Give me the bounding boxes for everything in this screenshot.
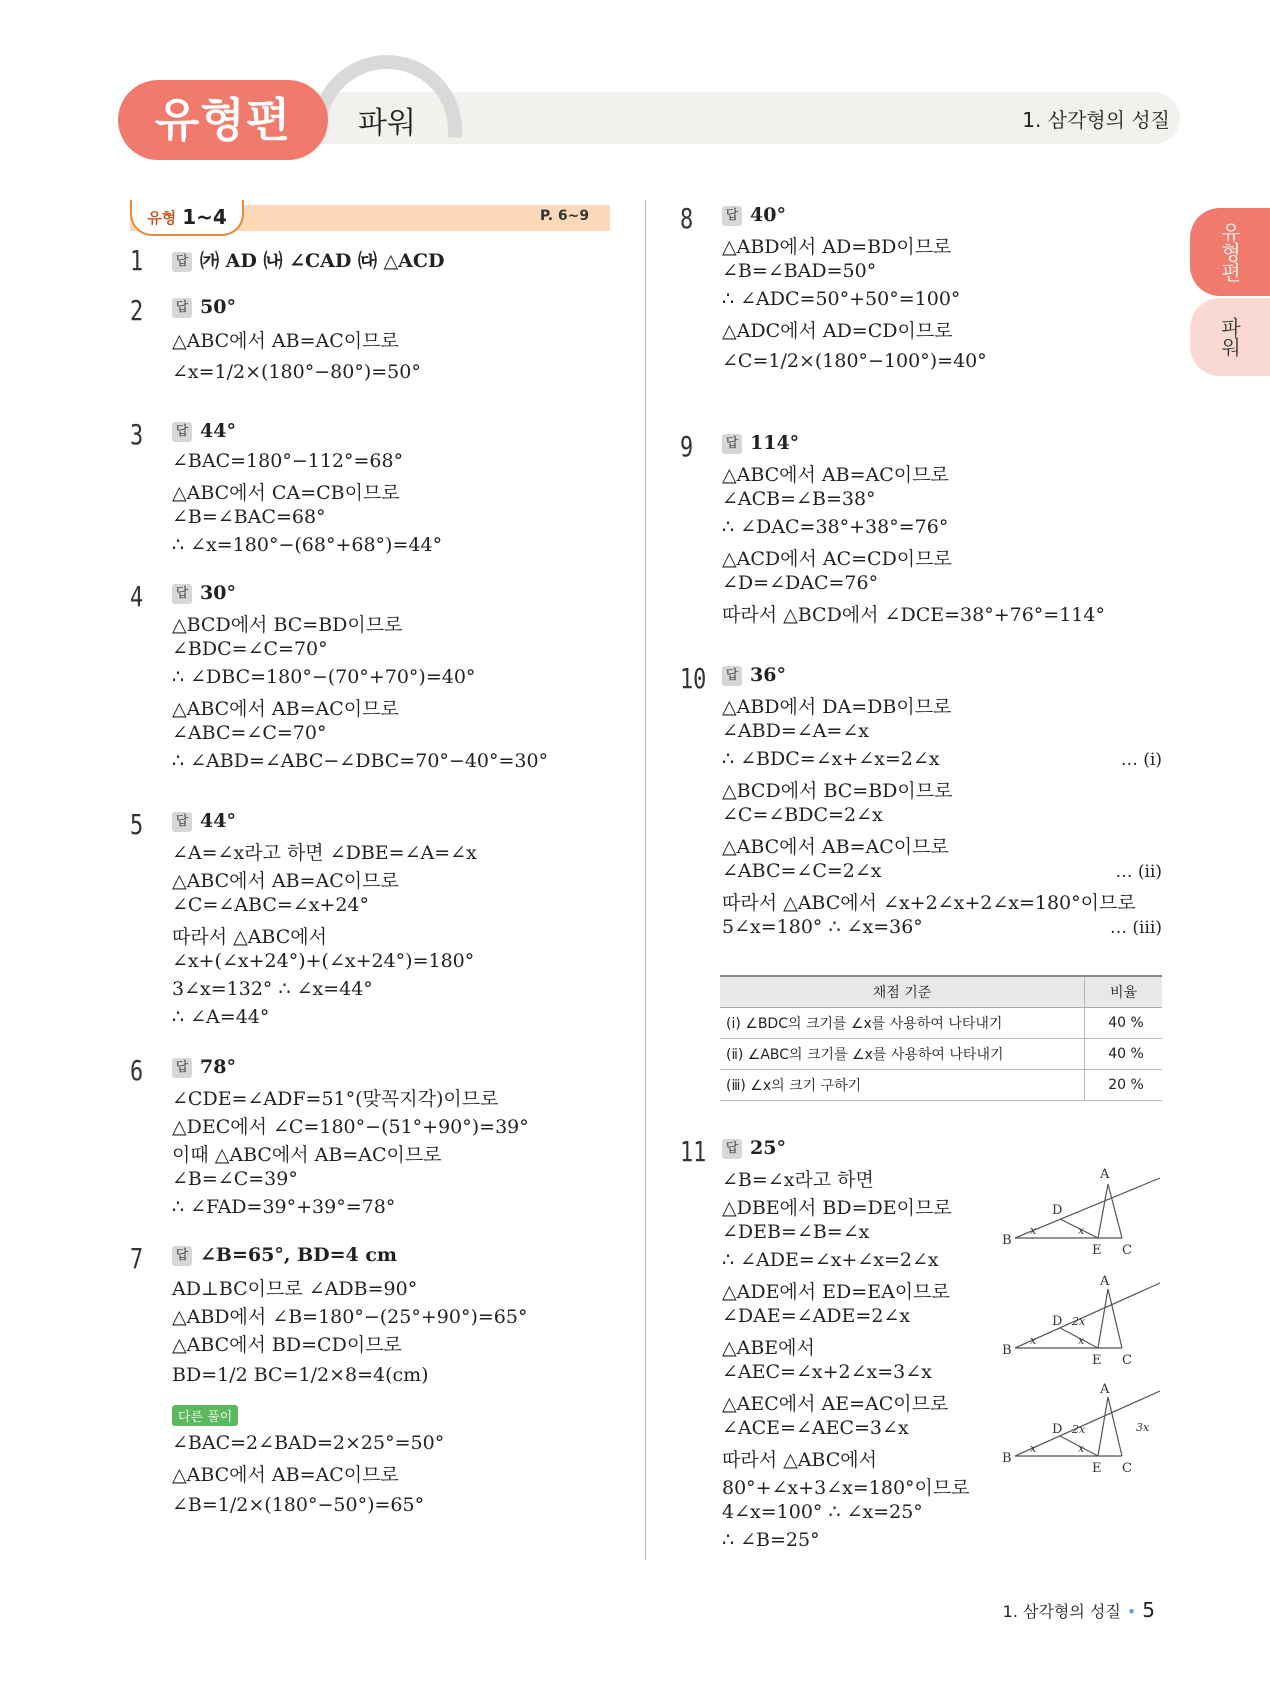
answer-text: ㈎ AD ㈏ ∠CAD ㈐ △ACD xyxy=(200,250,445,272)
type-label: 유형 xyxy=(147,208,177,227)
problem-number: 4 xyxy=(130,580,144,613)
label-2x: 2x xyxy=(1072,1423,1086,1436)
solution-line: ∠BDC=∠C=70° xyxy=(172,638,328,660)
answer-text: 40° xyxy=(750,204,786,226)
section-badge: 유형편 xyxy=(118,80,328,160)
scoring-criteria: (ⅲ) ∠x의 크기 구하기 xyxy=(720,1070,1085,1101)
solution-line: ∠B=∠BAD=50° xyxy=(722,260,877,282)
label-d: D xyxy=(1052,1203,1063,1218)
bullet-icon: • xyxy=(1126,1602,1137,1621)
solution-line: △ABD에서 DA=DB이므로 xyxy=(722,696,952,718)
solution-line: ∠B=∠x라고 하면 xyxy=(722,1169,874,1191)
solution-line: 따라서 △ABC에서 xyxy=(722,1449,877,1471)
answer-line xyxy=(172,810,236,832)
solution-line: ∴ ∠FAD=39°+39°=78° xyxy=(172,1196,396,1218)
problem-number: 10 xyxy=(680,662,707,695)
problem-number: 11 xyxy=(680,1135,707,1168)
solution-line: △AEC에서 AE=AC이므로 xyxy=(722,1393,949,1415)
solution-line: ∠ABC=∠C=2∠x xyxy=(722,860,882,882)
solution-line: 3∠x=132° ∴ ∠x=44° xyxy=(172,978,373,1000)
answer-line xyxy=(172,296,236,318)
solution-line: ∠C=∠BDC=2∠x xyxy=(722,804,883,826)
solution-line: BD=1/2 BC=1/2×8=4(cm) xyxy=(172,1364,429,1386)
label-c: C xyxy=(1122,1353,1132,1368)
answer-mark: 답 xyxy=(172,1058,192,1078)
solution-line: ∠DEB=∠B=∠x xyxy=(722,1221,870,1243)
solution-line: ∠C=∠ABC=∠x+24° xyxy=(172,894,370,916)
answer-mark: 답 xyxy=(172,812,192,832)
side-tab-type[interactable]: 유형편 xyxy=(1190,208,1270,296)
solution-line: 80°+∠x+3∠x=180°이므로 xyxy=(722,1477,970,1499)
answer-mark: 답 xyxy=(722,1139,742,1159)
answer-line xyxy=(172,246,445,273)
solution-line: △BCD에서 BC=BD이므로 xyxy=(722,780,953,802)
solution-line: ∠AEC=∠x+2∠x=3∠x xyxy=(722,1361,932,1383)
step-tag-1: … (ⅰ) xyxy=(1120,750,1162,770)
scoring-criteria: (ⅰ) ∠BDC의 크기를 ∠x를 사용하여 나타내기 xyxy=(720,1008,1085,1039)
solution-line: ∠x+(∠x+24°)+(∠x+24°)=180° xyxy=(172,950,475,972)
type-tag xyxy=(130,200,244,236)
scoring-ratio: 40 % xyxy=(1085,1008,1163,1039)
solution-line: ∠x=1/2×(180°−80°)=50° xyxy=(172,361,421,383)
step-tag-2: … (ⅱ) xyxy=(1115,862,1162,882)
label-x: x xyxy=(1078,1442,1085,1455)
answer-mark: 답 xyxy=(172,584,192,604)
label-e: E xyxy=(1092,1243,1102,1258)
label-a: A xyxy=(1100,1382,1110,1397)
answer-mark: 답 xyxy=(722,666,742,686)
answer-mark: 답 xyxy=(172,1246,192,1266)
solution-line: ∠B=∠BAC=68° xyxy=(172,506,326,528)
problem-number: 8 xyxy=(680,202,694,235)
solution-line: ∠DAE=∠ADE=2∠x xyxy=(722,1305,911,1327)
label-d: D xyxy=(1052,1422,1063,1437)
column-divider xyxy=(645,200,646,1560)
answer-text: 78° xyxy=(200,1056,236,1078)
footer xyxy=(1003,1598,1155,1622)
alt-solution-line xyxy=(172,1404,238,1426)
problem-number: 1 xyxy=(130,244,144,277)
solution-line: △ABC에서 AB=AC이므로 xyxy=(172,870,399,892)
solution-line: △ABC에서 AB=AC이므로 xyxy=(722,464,949,486)
answer-line xyxy=(172,582,236,604)
answer-line xyxy=(172,420,236,442)
answer-mark: 답 xyxy=(722,206,742,226)
footer-chapter: 1. 삼각형의 성질 xyxy=(1002,1602,1121,1621)
answer-text: 25° xyxy=(750,1137,786,1159)
table-row xyxy=(720,1008,1162,1039)
solution-line: ∠ACB=∠B=38° xyxy=(722,488,876,510)
label-c: C xyxy=(1122,1461,1132,1476)
answer-text: 50° xyxy=(200,296,236,318)
solution-line: ∴ ∠DAC=38°+38°=76° xyxy=(722,516,949,538)
problem-number: 5 xyxy=(130,808,144,841)
solution-line: △DBE에서 BD=DE이므로 xyxy=(722,1197,952,1219)
solution-line: ∠CDE=∠ADF=51°(맞꼭지각)이므로 xyxy=(172,1088,499,1110)
answer-mark: 답 xyxy=(172,252,192,272)
label-a: A xyxy=(1100,1274,1110,1289)
answer-text: 36° xyxy=(750,664,786,686)
solution-line: △ABD에서 ∠B=180°−(25°+90°)=65° xyxy=(172,1306,528,1328)
answer-line xyxy=(172,1244,397,1266)
scoring-ratio: 40 % xyxy=(1085,1039,1163,1070)
step-tag-3: … (ⅲ) xyxy=(1110,918,1162,938)
solution-line: 이때 △ABC에서 AB=AC이므로 xyxy=(172,1144,442,1166)
scoring-criteria: (ⅱ) ∠ABC의 크기를 ∠x를 사용하여 나타내기 xyxy=(720,1039,1085,1070)
solution-line: ∴ ∠BDC=∠x+∠x=2∠x xyxy=(722,748,940,770)
solution-line: △ABC에서 BD=CD이므로 xyxy=(172,1334,402,1356)
section-subtitle: 파워 xyxy=(358,106,416,141)
solution-line: 따라서 △ABC에서 ∠x+2∠x+2∠x=180°이므로 xyxy=(722,892,1136,914)
label-b: B xyxy=(1002,1233,1012,1248)
solution-line: ∴ ∠ABD=∠ABC−∠DBC=70°−40°=30° xyxy=(172,750,549,772)
solution-line: ∴ ∠ADE=∠x+∠x=2∠x xyxy=(722,1249,939,1271)
solution-line: 따라서 △BCD에서 ∠DCE=38°+76°=114° xyxy=(722,604,1105,626)
answer-text: 44° xyxy=(200,810,236,832)
solution-line: ∴ ∠x=180°−(68°+68°)=44° xyxy=(172,534,443,556)
figure-3 xyxy=(1002,1382,1160,1476)
answer-text: ∠B=65°, BD=4 cm xyxy=(200,1244,398,1266)
figure-1 xyxy=(1002,1168,1160,1258)
label-x: x xyxy=(1078,1334,1085,1347)
solution-line: △ABC에서 CA=CB이므로 xyxy=(172,482,400,504)
problem-number: 9 xyxy=(680,430,694,463)
solution-line: △DEC에서 ∠C=180°−(51°+90°)=39° xyxy=(172,1116,529,1138)
label-c: C xyxy=(1122,1243,1132,1258)
answer-mark: 답 xyxy=(722,434,742,454)
answer-mark: 답 xyxy=(172,422,192,442)
solution-line: ∠D=∠DAC=76° xyxy=(722,572,879,594)
solution-line: 따라서 △ABC에서 xyxy=(172,926,327,948)
label-e: E xyxy=(1092,1461,1102,1476)
scoring-head-ratio: 비율 xyxy=(1085,976,1163,1008)
answer-text: 114° xyxy=(750,432,800,454)
problem-number: 6 xyxy=(130,1054,144,1087)
label-a: A xyxy=(1100,1168,1110,1182)
solution-line: ∴ ∠DBC=180°−(70°+70°)=40° xyxy=(172,666,476,688)
solution-line: ∠ABC=∠C=70° xyxy=(172,722,327,744)
solution-line: ∠BAC=2∠BAD=2×25°=50° xyxy=(172,1432,445,1454)
scoring-ratio: 20 % xyxy=(1085,1070,1163,1101)
page-number: 5 xyxy=(1142,1598,1155,1622)
solution-line: AD⊥BC이므로 ∠ADB=90° xyxy=(172,1278,418,1300)
solution-line: ∠A=∠x라고 하면 ∠DBE=∠A=∠x xyxy=(172,842,477,864)
problem-number: 3 xyxy=(130,418,144,451)
label-x: x xyxy=(1030,1442,1037,1455)
solution-line: 5∠x=180° ∴ ∠x=36° xyxy=(722,916,923,938)
table-row xyxy=(720,1039,1162,1070)
solution-line: △ABD에서 AD=BD이므로 xyxy=(722,236,952,258)
solution-line: ∠ACE=∠AEC=3∠x xyxy=(722,1417,909,1439)
figure-2 xyxy=(1002,1274,1160,1368)
answer-line xyxy=(722,664,786,686)
label-x: x xyxy=(1078,1224,1085,1237)
label-2x: 2x xyxy=(1072,1315,1086,1328)
scoring-head-criteria: 채점 기준 xyxy=(720,976,1085,1008)
label-b: B xyxy=(1002,1343,1012,1358)
solution-line: ∠BAC=180°−112°=68° xyxy=(172,450,404,472)
label-d: D xyxy=(1052,1314,1063,1329)
side-tab-power[interactable]: 파워 xyxy=(1190,298,1270,376)
triangle-figures xyxy=(1000,1168,1170,1498)
solution-line: ∴ ∠B=25° xyxy=(722,1529,820,1551)
solution-line: △ADC에서 AD=CD이므로 xyxy=(722,320,953,342)
alt-solution-badge: 다른 풀이 xyxy=(172,1405,238,1426)
solution-line: △ABE에서 xyxy=(722,1337,815,1359)
solution-line: △BCD에서 BC=BD이므로 xyxy=(172,614,403,636)
label-3x: 3x xyxy=(1136,1421,1150,1434)
solution-line: △ABC에서 AB=AC이므로 xyxy=(172,1464,399,1486)
solution-line: △ABC에서 AB=AC이므로 xyxy=(172,698,399,720)
label-x: x xyxy=(1030,1224,1037,1237)
problem-number: 2 xyxy=(130,294,144,327)
solution-line: ∴ ∠A=44° xyxy=(172,1006,270,1028)
scoring-table xyxy=(720,975,1162,1101)
solution-line: 4∠x=100° ∴ ∠x=25° xyxy=(722,1501,923,1523)
scoring-head-row xyxy=(720,976,1162,1008)
problem-number: 7 xyxy=(130,1242,144,1275)
chapter-title: 1. 삼각형의 성질 xyxy=(1022,108,1170,132)
solution-line: ∠ABD=∠A=∠x xyxy=(722,720,869,742)
label-e: E xyxy=(1092,1353,1102,1368)
type-range: 1~4 xyxy=(182,205,227,229)
type-pages: P. 6~9 xyxy=(540,208,590,224)
solution-line: ∴ ∠ADC=50°+50°=100° xyxy=(722,288,961,310)
solution-line: △ABC에서 AB=AC이므로 xyxy=(172,330,399,352)
solution-line: ∠B=1/2×(180°−50°)=65° xyxy=(172,1494,425,1516)
answer-line xyxy=(722,1137,786,1159)
solution-line: ∠C=1/2×(180°−100°)=40° xyxy=(722,350,987,372)
answer-line xyxy=(722,204,786,226)
answer-line xyxy=(172,1056,236,1078)
label-x: x xyxy=(1030,1334,1037,1347)
solution-line: ∠B=∠C=39° xyxy=(172,1168,298,1190)
table-row xyxy=(720,1070,1162,1101)
solution-line: △ABC에서 AB=AC이므로 xyxy=(722,836,949,858)
label-b: B xyxy=(1002,1451,1012,1466)
answer-mark: 답 xyxy=(172,298,192,318)
answer-text: 44° xyxy=(200,420,236,442)
answer-text: 30° xyxy=(200,582,236,604)
answer-line xyxy=(722,432,799,454)
solution-line: △ACD에서 AC=CD이므로 xyxy=(722,548,952,570)
solution-line: △ADE에서 ED=EA이므로 xyxy=(722,1281,950,1303)
